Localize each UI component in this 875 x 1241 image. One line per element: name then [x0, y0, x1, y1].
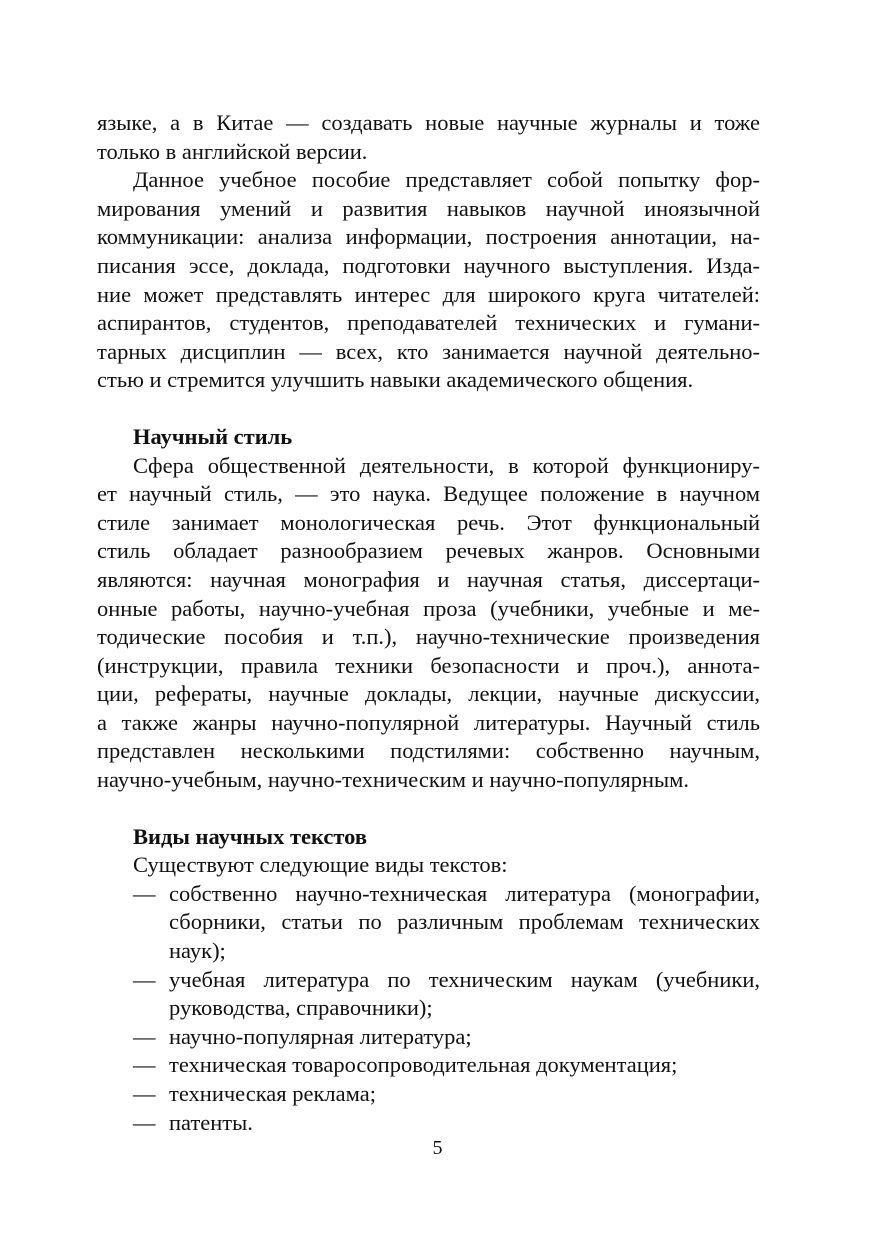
text-line: писания эссе, доклада, подготовки научного выступления. Изда-	[97, 252, 760, 278]
text-line: стиль обладает разнообразием речевых жанров. Основными	[97, 538, 760, 564]
text-line: мирования умений и развития навыков научной иноязычной	[97, 195, 760, 221]
text-types-intro	[97, 851, 760, 880]
text-line: техническая реклама;	[169, 1081, 376, 1106]
list-item	[97, 1080, 760, 1109]
text-line: языке, а в Китае — создавать новые научные журналы и тоже	[97, 110, 760, 135]
text-line: наук);	[169, 938, 226, 964]
text-line: техническая товаросопроводительная документация;	[169, 1052, 678, 1078]
page-number: 5	[432, 1137, 443, 1159]
text-line: стью и стремится улучшить навыки академического общения.	[97, 367, 694, 393]
list-item	[97, 1051, 760, 1080]
text-line: (инструкции, правила техники безопасности и проч.), аннота-	[97, 652, 760, 678]
dash-bullet: —	[133, 1023, 156, 1049]
dash-bullet: —	[133, 1081, 156, 1106]
text-types-list	[97, 880, 760, 1137]
text-line: тодические пособия и т.п.), научно-технические произведения	[97, 624, 760, 650]
dash-bullet: —	[133, 880, 156, 906]
text-line: собственно научно-техническая литература (монографии,	[169, 880, 760, 906]
section-heading-scientific-style: Научный стиль	[133, 423, 293, 449]
text-line: ние может представлять интерес для широкого круга читателей:	[97, 281, 760, 307]
text-line: научно-популярная литература;	[169, 1023, 472, 1049]
text-line: представлен несколькими подстилями: собственно научным,	[97, 738, 760, 764]
text-line: только в английской версии.	[97, 138, 368, 164]
page-body	[97, 109, 760, 1137]
intro-paragraph	[97, 109, 760, 166]
text-line: руководства, справочники);	[169, 995, 433, 1021]
text-line: коммуникации: анализа информации, построения аннотации, на-	[97, 224, 760, 250]
text-line: учебная литература по техническим наукам (учебники,	[169, 966, 760, 992]
dash-bullet: —	[133, 1052, 156, 1078]
dash-bullet: —	[133, 966, 156, 992]
section-gap	[97, 395, 760, 423]
manual-paragraph	[97, 166, 760, 395]
dash-bullet: —	[133, 1109, 156, 1135]
text-line: стиле занимает монологическая речь. Этот функциональный	[97, 509, 760, 535]
text-line: ет научный стиль, — это наука. Ведущее положение в научном	[97, 481, 760, 507]
text-line: тарных дисциплин — всех, кто занимается научной деятельно-	[97, 338, 760, 364]
text-line: онные работы, научно-учебная проза (учебники, учебные и ме-	[97, 595, 760, 621]
list-item	[97, 880, 760, 966]
text-line: Существуют следующие виды текстов:	[133, 852, 508, 878]
text-line: Сфера общественной деятельности, в которой функциониру-	[133, 452, 760, 478]
text-line: а также жанры научно-популярной литературы. Научный стиль	[97, 709, 760, 735]
text-line: ции, рефераты, научные доклады, лекции, научные дискуссии,	[97, 681, 760, 707]
list-item	[97, 1023, 760, 1052]
scientific-style-paragraph	[97, 452, 760, 795]
text-line: сборники, статьи по различным проблемам технических	[169, 909, 760, 935]
text-line: аспирантов, студентов, преподавателей технических и гумани-	[97, 310, 760, 336]
text-line: научно-учебным, научно-техническим и научно-популярным.	[97, 767, 689, 793]
list-item	[97, 1109, 760, 1138]
section-heading-text-types: Виды научных текстов	[133, 823, 367, 849]
text-line: являются: научная монография и научная статья, диссертаци-	[97, 566, 760, 592]
text-line: патенты.	[169, 1109, 253, 1135]
text-line: Данное учебное пособие представляет собой попытку фор-	[133, 167, 760, 193]
section-gap	[97, 795, 760, 823]
list-item	[97, 966, 760, 1023]
